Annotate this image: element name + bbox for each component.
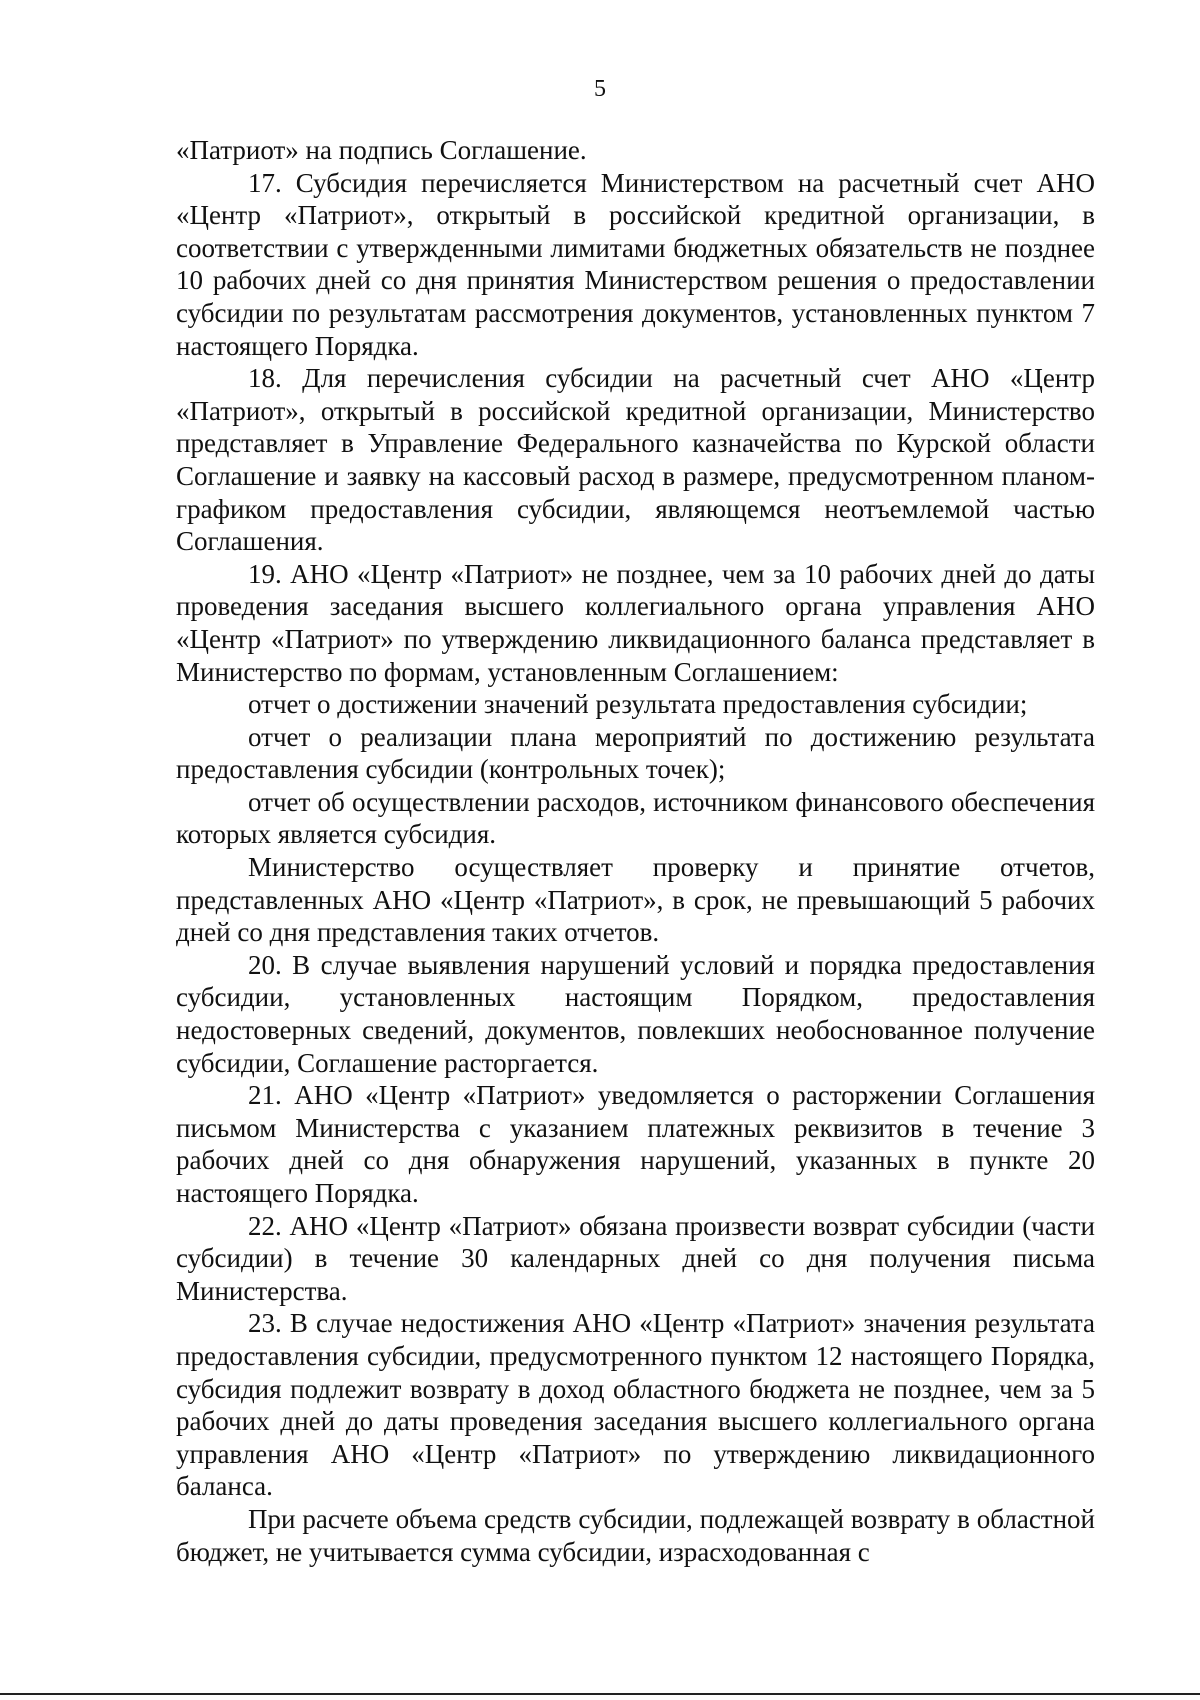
paragraph-report-results: отчет о достижении значений результата предоставления субсидии; — [248, 689, 1028, 720]
paragraph-item-21: 21. АНО «Центр «Патриот» уведомляется о расторжении Соглашения письмом Министерства с указанием платежных реквизитов в течение 3 рабочих дней со дня обнаружения нарушений, указанных в пункте 20 настоящего Порядка. — [176, 1080, 1095, 1208]
paragraph-continuation: «Патриот» на подпись Соглашение. — [176, 135, 587, 165]
paragraph-item-20: 20. В случае выявления нарушений условий и порядка предоставления субсидии, установленных настоящим Порядком, предоставления недостоверных сведений, документов, повлекших необоснованное получение субсидии, Соглашение расторгается. — [176, 949, 1095, 1078]
paragraph-refund-calculation: При расчете объема средств субсидии, подлежащей возврату в областной бюджет, не учитывается сумма субсидии, израсходованная с — [176, 1503, 1095, 1567]
paragraph-ministry-check: Министерство осуществляет проверку и принятие отчетов, представленных АНО «Центр «Патриот», в срок, не превышающий 5 рабочих дней со дня представления таких отчетов. — [176, 852, 1095, 948]
page-number: 5 — [594, 76, 606, 102]
paragraph-item-17: 17. Субсидия перечисляется Министерством на расчетный счет АНО «Центр «Патриот», открытый в российской кредитной организации, в соответствии с утвержденными лимитами бюджетных обязательств не позднее 10 рабочих дней со дня принятия Министерством решения о предоставлении субсидии по результатам рассмотрения документов, установленных пунктом 7 настоящего Порядка. — [176, 167, 1095, 361]
document-body — [176, 134, 1095, 1568]
paragraph-item-18: 18. Для перечисления субсидии на расчетный счет АНО «Центр «Патриот», открытый в российской кредитной организации, Министерство представляет в Управление Федерального казначейства по Курской области Соглашение и заявку на кассовый расход в размере, предусмотренном планом-графиком предоставления субсидии, являющемся неотъемлемой частью Соглашения. — [176, 363, 1095, 557]
paragraph-item-23: 23. В случае недостижения АНО «Центр «Патриот» значения результата предоставления субсидии, предусмотренного пунктом 12 настоящего Порядка, субсидия подлежит возврату в доход областного бюджета не позднее, чем за 5 рабочих дней до даты проведения заседания высшего коллегиального органа управления АНО «Центр «Патриот» по утверждению ликвидационного баланса. — [176, 1308, 1095, 1502]
paragraph-item-19: 19. АНО «Центр «Патриот» не позднее, чем за 10 рабочих дней до даты проведения заседания высшего коллегиального органа управления АНО «Центр «Патриот» по утверждению ликвидационного баланса представляет в Министерство по формам, установленным Соглашением: — [176, 558, 1095, 687]
paragraph-report-plan: отчет о реализации плана мероприятий по достижению результата предоставления субсидии (контрольных точек); — [176, 721, 1095, 785]
paragraph-item-22: 22. АНО «Центр «Патриот» обязана произвести возврат субсидии (части субсидии) в течение 30 календарных дней со дня получения письма Министерства. — [176, 1210, 1095, 1306]
scan-bottom-edge — [0, 1693, 1200, 1695]
paragraph-report-expenses: отчет об осуществлении расходов, источником финансового обеспечения которых является субсидия. — [176, 786, 1095, 850]
